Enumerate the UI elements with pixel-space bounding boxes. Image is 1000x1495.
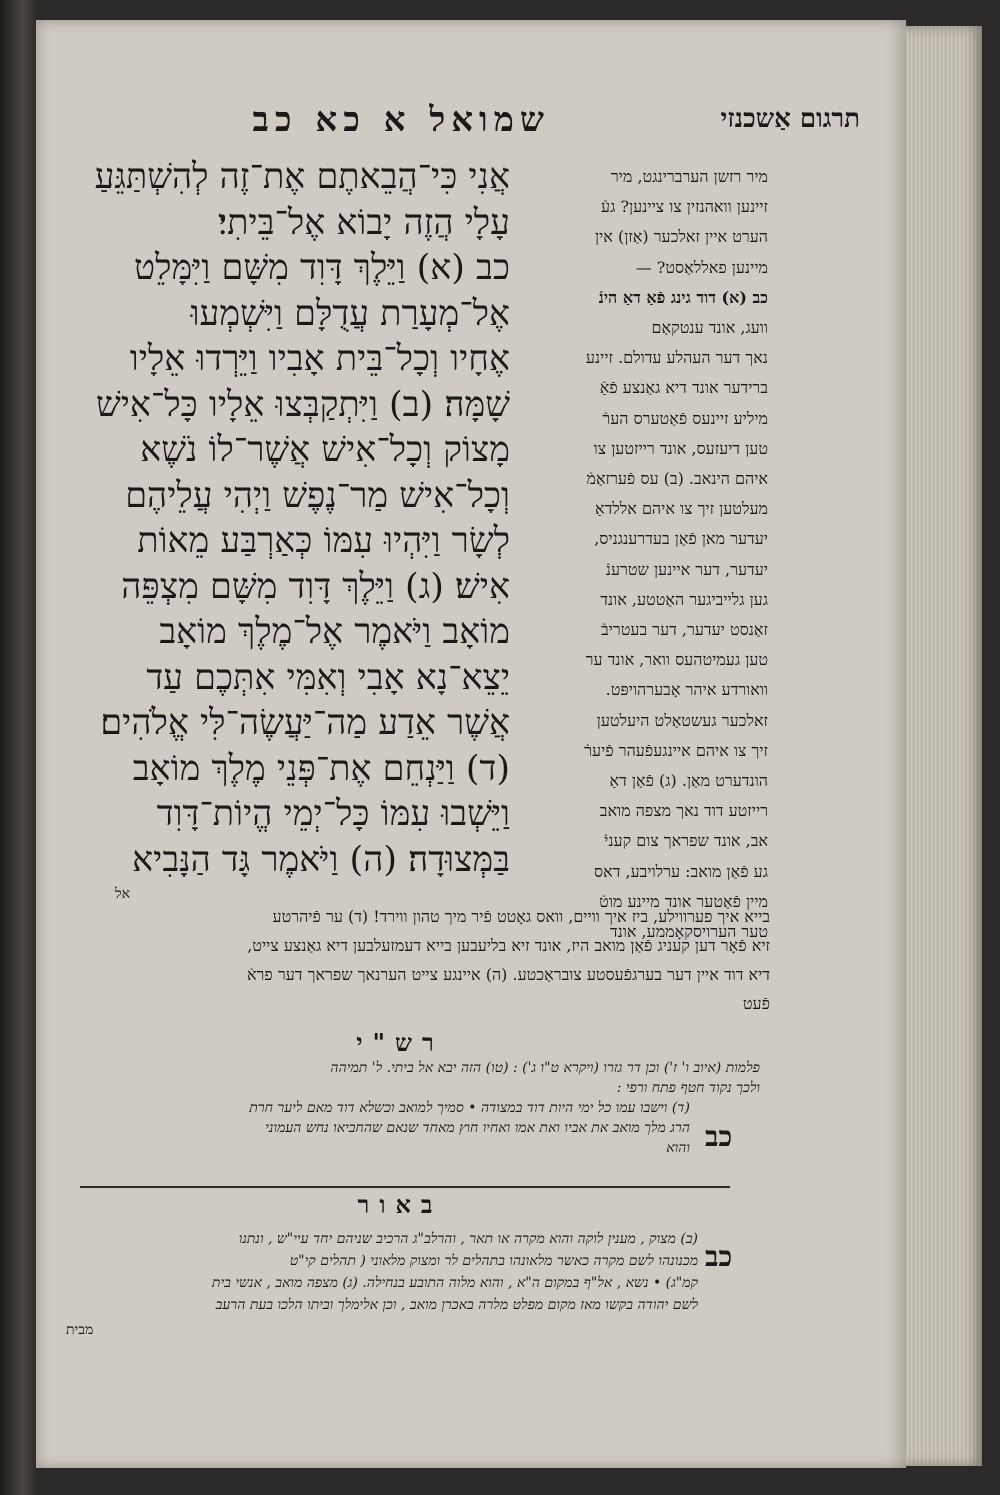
- yiddish-translation-column: [515, 162, 768, 947]
- rashi-line: והוא: [666, 1140, 690, 1156]
- yiddish-line: יעדער מאן פֿאַן בעדרענגניס,: [594, 529, 768, 549]
- yiddish-line: מיין פֿאַטער אונד מיינע מוטֿ: [599, 891, 768, 911]
- yiddish-line: ברידער אונד דיא גאַנצע פֿאַֿ: [599, 378, 768, 398]
- yiddish-line: מעלטען זיך צו איהם אללדאַ: [594, 499, 768, 519]
- targum-title: תרגום אַשכנזי: [720, 104, 860, 134]
- hebrew-line: שָׁמָּה׃ (ב) וַיִּתְקַבְּצוּ אֵלָיו כָּל־אִישׁ: [95, 384, 510, 425]
- rashi-line: הרג מלך מואב את אביו ואת אמו ואחיו חוץ מאחד שנאם שהחביאו נחש העמוני: [265, 1120, 690, 1136]
- hebrew-text-column: [80, 155, 510, 883]
- hebrew-line: מוֹאָב וַיֹּאמֶר אֶל־מֶלֶךְ מוֹאָב: [159, 612, 510, 652]
- yiddish-line: גע פֿאַן מואב: ערלויבע, דאס: [594, 861, 768, 881]
- hebrew-line: וַיֵּשְׁבוּ עִמּוֹ כָּל־יְמֵי הֱיוֹת־דָּוִד: [156, 794, 510, 834]
- yiddish-line: זיינען וואהנזין צו ציינען? געֿ: [601, 197, 768, 217]
- book-binding-edge: [0, 0, 38, 1495]
- biur-catchword: מבית: [66, 1322, 94, 1338]
- biur-chapter-mark: כב: [705, 1240, 733, 1273]
- hebrew-line: מָצוֹק וְכָל־אִישׁ אֲשֶׁר־לוֹ נֹשֶׁא: [140, 430, 510, 470]
- yiddish-line: זיך צו איהם איינגעפֿעהר פֿיערֿ: [584, 740, 768, 760]
- yiddish-line: מיינען פאללאַסט? —: [635, 257, 768, 277]
- biur-line: קמ"ג) • נשא , אל"ף במקום ה"א , והוא מלוה התובע בנחילה. (ג) מצפה מואב , אנשי בית: [211, 1275, 698, 1291]
- hebrew-line: (ד) וַיַּנְחֵם אֶת־פְּנֵי מֶלֶךְ מוֹאָב: [132, 748, 510, 789]
- biur-line: לשם יהודה בקשו מאז מקום מפלט מלרה באכרן מואב , וכן אלימלך וביתו הלכו בעת הרעב: [215, 1297, 698, 1313]
- rashi-line: פלמות (איוב ו' ז') וכן דר גזרו (ויקרא ט"ו ג') : (טו) הזה יבא אל ביתי. ל' תמיהה: [330, 1060, 760, 1076]
- yiddish-line: טען דיעזעס, אונד רייזטען צו: [593, 438, 768, 458]
- yiddish-line: יעדער, דער איינען שטרענֿ: [605, 559, 768, 579]
- hebrew-line: אֶל־מְעָרַת עֲדֻלָּם וַיִּשְׁמְעוּ: [190, 293, 510, 334]
- hebrew-line: וְכָל־אִישׁ מַר־נֶפֶשׁ וַיְהִי עֲלֵיהֶם: [125, 475, 510, 516]
- rashi-line: ולכך נקוד חטף פתח ורפי :: [616, 1080, 760, 1096]
- hebrew-line: אֲנִי כִּי־הֲבֵאתֶם אֶת־זֶה לְהִשְׁתַּגֵּעַ: [94, 157, 510, 197]
- yiddish-line: טען געמיטהעס וואר, אונד ער: [585, 650, 768, 670]
- yiddish-line: הונדערט מאַן. (ג) פֿאַן דאַ: [609, 771, 768, 791]
- yiddish-continuation: [90, 902, 770, 1018]
- yiddish-line: וואורדע איהר אָבערהויפּט.: [605, 680, 768, 700]
- yiddish-line: וועג, אונד ענטקאַם: [651, 318, 768, 338]
- yiddish-line: טער הערויסקאָממע, אונד: [609, 922, 768, 942]
- hebrew-line: אִישׁ׃ (ג) וַיֵּלֶךְ דָּוִד מִשָּׁם מִצְפֵּה: [121, 566, 510, 607]
- yiddish-line: זאַנסט יעדער, דער בעטריבֿ: [600, 620, 768, 640]
- biur-commentary: [48, 1228, 698, 1316]
- yiddish-line: כב (א) דוד גינג פֿאַ דאַ הינֿ: [598, 287, 768, 307]
- book-title: שמואל א כא כב: [252, 100, 550, 140]
- hebrew-line: אֲשֶׁר אֵדַע מַה־יַּעֲשֶׂה־לִּי אֱלֹהִים׃: [100, 703, 510, 743]
- hebrew-line: בַּמְּצוּדָה׃ (ה) וַיֹּאמֶר גָּד הַנָּבִיא: [132, 839, 510, 880]
- page-header: [100, 96, 880, 152]
- hebrew-line: כב (א) וַיֵּלֶךְ דָּוִד מִשָּׁם וַיִּמָּלֵט: [134, 248, 510, 288]
- yiddish-line: מיר רזשן הערברינגט, מיר: [610, 167, 768, 186]
- page-stack-edge: [900, 26, 982, 1466]
- hebrew-catchword: אל: [115, 886, 130, 902]
- hebrew-line: עָלָי הֲזֶה יָבוֹא אֶל־בֵּיתִי׃: [217, 202, 510, 243]
- hebrew-line: אֶחָיו וְכָל־בֵּית אָבִיו וַיֵּרְדוּ אֵלָיו: [129, 339, 510, 379]
- yiddish-line: זאלכער געשטאַלט היעלטען: [596, 710, 768, 730]
- rashi-commentary: [40, 1058, 760, 1158]
- yiddish-line: איהם הינאב. (ב) עס פֿערזאַמֿ: [586, 469, 768, 489]
- rashi-line: (ד) וישבו עמו כל ימי היות דוד במצודה • סמיך למואב וכשלא דוד מאם ליער חרת: [249, 1100, 690, 1116]
- rashi-title: רש"י: [356, 1028, 444, 1057]
- continuation-line: דיא דוד איין דער בערגפֿעסטע צובראַכטע. (ה) איינגע צייט הערנאך שפראך דער פראֿ: [246, 965, 770, 984]
- yiddish-line: נאך דער העהלע עדולם. זיינע: [585, 348, 768, 368]
- continuation-line: בייא איך פערווילע, ביז איך וויים, וואס גאָטט פֿיר מיך טהון ווירד! (ד) ער פֿיהרטע: [272, 907, 770, 926]
- yiddish-line: מיליע זיינעס פֿאַטערס הערֿ: [602, 408, 768, 428]
- continuation-line: פֿעט: [742, 994, 770, 1013]
- hebrew-line: יֵצֵא־נָא אָבִי וְאִמִּי אִתְּכֶם עַד: [146, 657, 510, 698]
- rashi-chapter-mark: כב: [705, 1120, 733, 1153]
- biur-line: מכנונהו לשם מקרה כאשר מלאונהו בתהלים לר ומצוק מלאוני ( תהלים קי"ט: [289, 1253, 698, 1269]
- biur-line: (ב) מצוק , מענין לוקה והוא מקרה או תאר , והרלב"ג הרכיב שניהם יחד עיי"ש , ונתנו: [238, 1231, 698, 1247]
- section-divider: [80, 1186, 730, 1188]
- hebrew-line: לְשָׂר וַיִּהְיוּ עִמּוֹ כְּאַרְבַּע מֵאוֹת: [137, 521, 510, 561]
- yiddish-line: גען גלייביגער האַטטע, אונד: [600, 589, 768, 609]
- biur-title: באור: [357, 1190, 443, 1219]
- yiddish-line: אב, אונד שפראך צום קעניֿ: [604, 831, 768, 851]
- continuation-line: זיא פֿאָר דען קעניג פֿאַן מואב היז, אונד זיא בליעבען בייא דעמזעלבען דיא גאַנצע צייט,: [247, 936, 770, 955]
- yiddish-line: רייזטע דוד נאך מצפה מואב: [599, 801, 768, 821]
- yiddish-line: הערט איין זאלכער (אַזן) אין: [595, 227, 768, 247]
